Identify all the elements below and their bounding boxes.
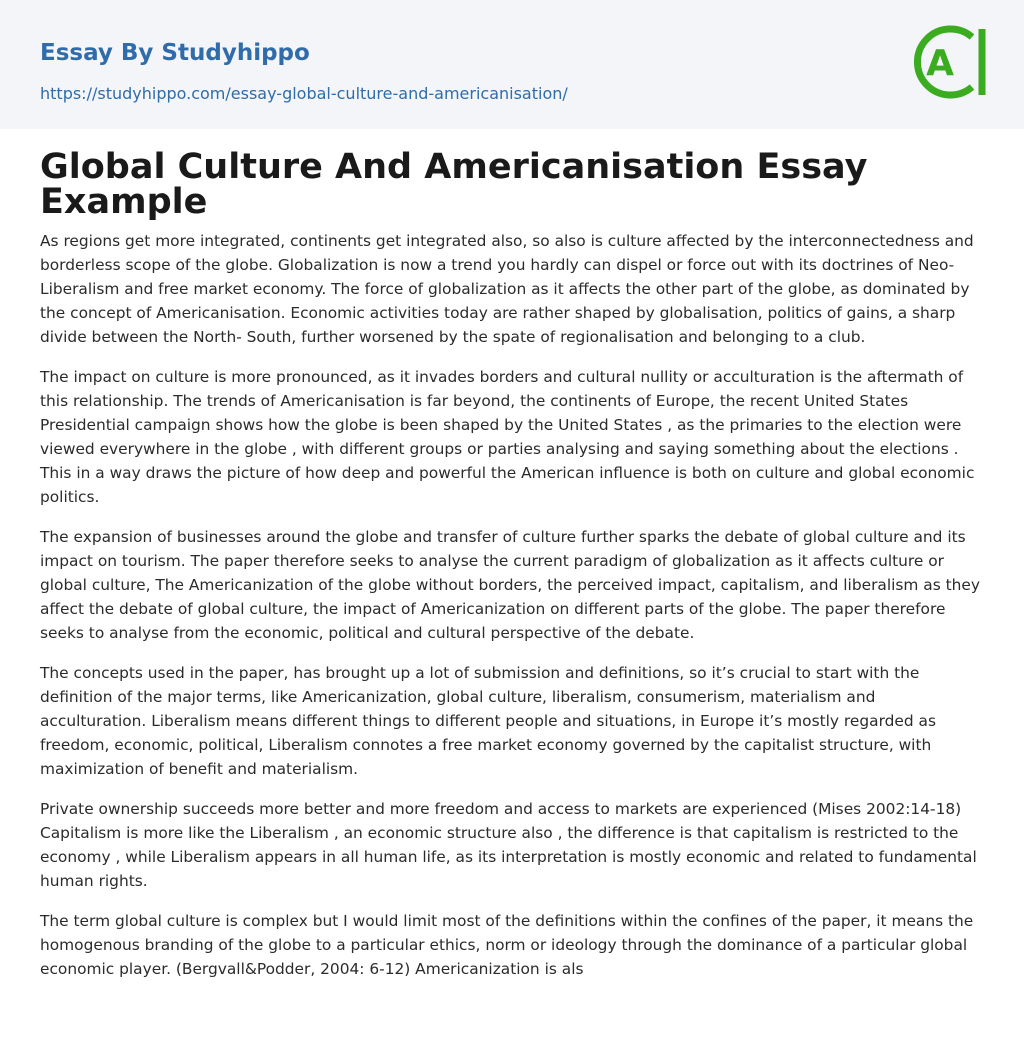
logo-letter: A (926, 43, 954, 84)
site-header (0, 0, 1024, 129)
brand-link[interactable]: Essay By Studyhippo (40, 40, 310, 66)
paragraph: Private ownership succeeds more better and more freedom and access to markets are experienced (Mises 2002:14-18) Capitalism is more like the Liberalism , an economic structure also , the difference is that capitalism is restricted to the economy , while Liberalism appears in all human life, as its interpretation is mostly economic and related to fundamental human rights. (40, 800, 977, 890)
source-url-link[interactable]: https://studyhippo.com/essay-global-culture-and-americanisation/ (40, 84, 568, 103)
paragraph: The expansion of businesses around the globe and transfer of culture further sparks the debate of global culture and its impact on tourism. The paper therefore seeks to analyse the current paradigm of globalization as it affects culture or global culture, The Americanization of the globe without borders, the perceived impact, capitalism, and liberalism as they affect the debate of global culture, the impact of Americanization on different parts of the globe. The paper therefore seeks to analyse from the economic, political and cultural perspective of the debate. (40, 528, 980, 642)
paragraph: As regions get more integrated, continents get integrated also, so also is culture affected by the interconnectedness and borderless scope of the globe. Globalization is now a trend you hardly can dispel or force out with its doctrines of Neo-Liberalism and free market economy. The force of globalization as it affects the other part of the globe, as dominated by the concept of Americanisation. Economic activities today are rather shaped by globalisation, politics of gains, a sharp divide between the North- South, further worsened by the spate of regionalisation and belonging to a club. (40, 232, 974, 346)
article-body (40, 229, 986, 997)
paragraph: The impact on culture is more pronounced, as it invades borders and cultural nullity or acculturation is the aftermath of this relationship. The trends of Americanisation is far beyond, the continents of Europe, the recent United States Presidential campaign shows how the globe is been shaped by the United States , as the primaries to the election were viewed everywhere in the globe , with different groups or parties analysing and saying something about the elections . This in a way draws the picture of how deep and powerful the American influence is both on culture and global economic politics. (40, 368, 975, 506)
paragraph: The term global culture is complex but I would limit most of the definitions within the confines of the paper, it means the homogenous branding of the globe to a particular ethics, norm or ideology through the dominance of a particular global economic player. (Bergvall&Podder, 2004: 6-12) Americanization is als (40, 912, 974, 978)
studyhippo-logo-icon[interactable] (912, 19, 986, 105)
page-title: Global Culture And Americanisation Essay Example (40, 147, 868, 222)
paragraph: The concepts used in the paper, has brought up a lot of submission and definitions, so it’s crucial to start with the definition of the major terms, like Americanization, global culture, liberalism, consumerism, materialism and acculturation. Liberalism means different things to different people and situations, in Europe it’s mostly regarded as freedom, economic, political, Liberalism connotes a free market economy governed by the capitalist structure, with maximization of benefit and materialism. (40, 664, 936, 778)
